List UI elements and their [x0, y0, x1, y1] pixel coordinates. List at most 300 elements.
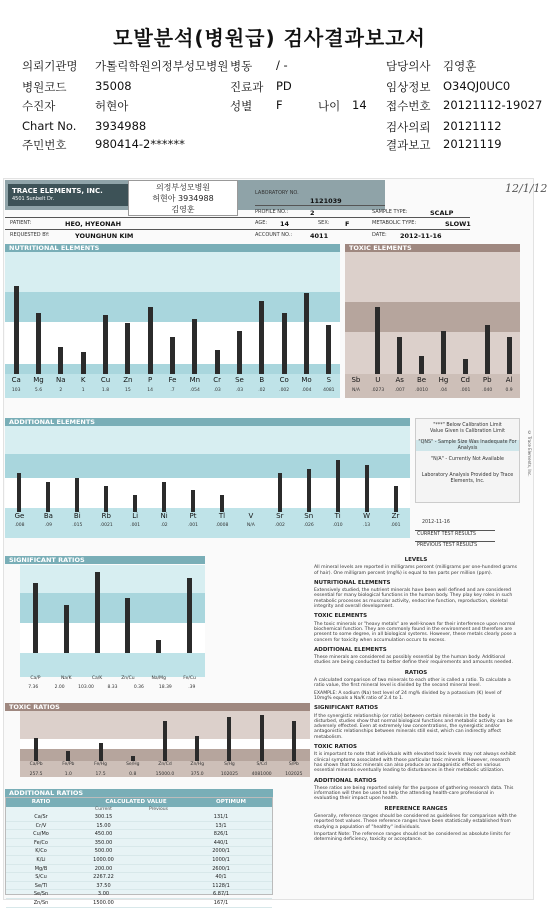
ratios-example: EXAMPLE: A sodium (Na) test level of 24 mg% divided by a potassium (K) level of 10mg% equals a Na/K ratio of 2.4 to 1.: [314, 690, 502, 701]
sig-bar-cap: [33, 583, 38, 653]
table-row: [6, 822, 272, 831]
add-bar-ba: [46, 482, 50, 512]
profile-label: PROFILE NO.:: [255, 209, 289, 215]
info-label-institution: 의뢰기관명: [22, 59, 78, 73]
add-label: Sr: [276, 512, 284, 520]
page-title: 모발분석(병원급) 검사결과보고서: [113, 26, 426, 50]
toxr-value: 1.0: [64, 772, 72, 777]
info-label-age: 나이: [318, 99, 341, 113]
nut-label: Cu: [100, 376, 111, 384]
additional-section-header: ADDITIONAL ELEMENTS: [5, 418, 410, 426]
table-row: [6, 873, 272, 882]
tox-value: .0273: [371, 388, 385, 393]
legend-below-limit: "***" Below Calibration Limit: [433, 423, 502, 428]
nut-value: .7: [170, 388, 175, 393]
toxr-value: 0.8: [129, 772, 137, 777]
tox-value: .007: [394, 388, 405, 393]
nut-label: Zn: [123, 376, 133, 384]
sex-value: F: [345, 220, 350, 228]
add-bar-tl: [220, 495, 224, 512]
add-value: .0008: [215, 523, 229, 528]
info-value-sex: F: [276, 98, 283, 112]
toxr-bar-zncd: [163, 721, 167, 761]
add-label: Ge: [14, 512, 25, 520]
nut-label: Ca: [11, 376, 21, 384]
add-bar-pt: [191, 490, 195, 512]
toxr-label: Fe/Hg: [94, 762, 107, 767]
age-label: AGE:: [255, 220, 268, 226]
nut-label: Na: [56, 376, 66, 384]
nut-bar-co: [282, 313, 287, 374]
legend-box: [415, 418, 520, 503]
lab-logo-name: TRACE ELEMENTS, INC.: [12, 187, 103, 195]
info-label-receipt-no: 접수번호: [386, 99, 431, 113]
lab-no-label: LABORATORY NO.: [255, 190, 299, 196]
ratio-name: Ca/Sr: [34, 814, 48, 820]
add-value: .09: [44, 523, 52, 528]
legend-qns: "QNS" - Sample Size Was Inadequate For Analysis: [416, 440, 519, 451]
sig-label: Ca/K: [91, 676, 103, 681]
toxr-label: Zn/Cd: [158, 762, 172, 767]
nut-value: 14: [147, 388, 154, 393]
legend-date: 2012-11-16: [422, 520, 450, 525]
toxr-value: 375.0: [190, 772, 204, 777]
tox-label: Cd: [460, 376, 470, 384]
sig-label: Ca/P: [30, 676, 41, 681]
ratio-name: Cr/V: [35, 822, 47, 829]
toxic-ratios-text: It is important to note that individuals with elevated toxic levels may not always exhibit clinical symptoms associated with those particular toxic minerals. However, research has shown that toxic minerals can also produce an antagonistic effect on various essential minerals eventually leading to disturbances in their metabolic utilization.: [314, 752, 516, 774]
additional-heading: ADDITIONAL ELEMENTS: [314, 646, 387, 653]
legend-calibration: Value Given is Calibration Limit: [430, 428, 505, 434]
nutritional-bars: [5, 252, 340, 374]
nut-bar-s: [326, 325, 331, 374]
info-value-ward: / -: [276, 58, 288, 72]
toxr-value: 257.5: [29, 772, 43, 777]
add-bar-li: [133, 495, 137, 512]
significant-ratios-text: If the synergistic relationship (or ratio) between certain minerals in the body is disturbed, studies show that normal biological functions and metabolic activity can be adversely effected. Even at extremely low concentrations, the synergistic and/or antagonistic relationships between minerals still exist, which can indirectly affect metabolism.: [314, 713, 513, 740]
nut-bar-se: [237, 331, 242, 374]
nut-bar-na: [58, 347, 63, 374]
significant-ratios-header: SIGNIFICANT RATIOS: [5, 556, 205, 564]
ratio-name: S/Cu: [35, 874, 47, 881]
toxr-value: 17.5: [95, 772, 106, 777]
nut-value: .004: [301, 388, 312, 393]
significant-ratio-labels: [20, 676, 205, 684]
col-ratio: RATIO: [31, 799, 51, 805]
ratio-name: Zn/Sn: [33, 899, 49, 906]
nut-value: 5.6: [34, 388, 43, 393]
copyright: © Trace Elements, Inc.: [527, 430, 532, 477]
nut-bar-fe: [170, 337, 175, 374]
explanation-column: [314, 553, 518, 842]
sex-label: SEX:: [318, 220, 330, 226]
ratio-name: K/Li: [36, 856, 46, 863]
nut-label: Co: [279, 376, 289, 384]
tox-label: Al: [505, 376, 513, 384]
nut-bar-cu: [103, 315, 108, 374]
info-label-sex: 성별: [230, 99, 253, 113]
toxic-ratios-header: TOXIC RATIOS: [5, 703, 310, 711]
sample-type-value: SCALP: [430, 209, 454, 217]
stamp-hospital: 의정부성모병원: [155, 183, 211, 192]
patient-value: HEO, HYEONAH: [65, 220, 122, 228]
ratio-current: 200.00: [94, 865, 113, 872]
add-bar-zr: [394, 486, 398, 512]
ratio-name: Se/Tl: [34, 882, 48, 889]
ratio-name: Cu/Mo: [33, 831, 49, 838]
info-value-patient: 허현아: [95, 99, 129, 113]
nutritional-text: Extensively studied, the nutrient minerals have been well defined and are considered essential for many biological functions in the human body. They play key roles in such metabolic processes as muscular activity, endocrine function, reproduction, skeletal integrity and overall development.: [314, 588, 513, 610]
nut-value: 15: [124, 388, 131, 393]
add-label: Ba: [43, 512, 53, 520]
nutritional-heading: NUTRITIONAL ELEMENTS: [314, 579, 391, 586]
ratio-optimum: 826/1: [213, 831, 229, 838]
add-bar-ni: [162, 482, 166, 512]
significant-ratio-values: [20, 685, 205, 693]
nut-value: .03: [235, 388, 244, 393]
add-label: Ti: [334, 512, 341, 520]
ratio-current: 1000.00: [93, 856, 114, 863]
toxr-bar-scd: [260, 715, 264, 761]
nutritional-symbols: [5, 376, 340, 386]
ratio-optimum: 131/1: [213, 814, 229, 820]
info-label-clinical-info: 임상정보: [386, 80, 431, 94]
requested-by-value: YOUNGHUN KIM: [75, 232, 134, 240]
ratio-optimum: 2600/1: [212, 865, 230, 872]
lab-logo-address: 4501 Sunbelt Dr.: [12, 196, 55, 202]
ratio-optimum: 1000/1: [212, 856, 230, 863]
additional-ratios-table: [5, 797, 273, 906]
toxr-label: S/Cd: [256, 762, 267, 767]
toxr-bar-shg: [227, 717, 231, 761]
toxic-values: [345, 388, 520, 396]
ratios-heading: RATIOS: [404, 669, 428, 676]
nut-bar-p: [148, 307, 153, 374]
add-bar-ti: [336, 460, 340, 512]
nut-bar-mn: [192, 319, 197, 374]
metabolic-type-value: SLOW1: [445, 220, 471, 228]
ratio-name: Mg/B: [34, 865, 48, 872]
add-bar-sn: [307, 469, 311, 512]
info-value-hospital-code: 35008: [95, 79, 132, 93]
add-value: .001: [390, 523, 401, 528]
nutritional-values: [5, 388, 340, 396]
nut-bar-ca: [14, 286, 19, 374]
nut-bar-cr: [215, 350, 220, 374]
nut-value: 1: [81, 388, 85, 393]
ratio-optimum: 1128/1: [212, 882, 230, 889]
significant-ratio-bars: [20, 565, 205, 653]
tox-value: N/A: [351, 388, 360, 393]
nut-label: B: [259, 376, 265, 384]
nut-value: 1.8: [101, 388, 110, 393]
toxr-label: Ca/Pb: [29, 762, 43, 767]
info-label-patient: 수진자: [22, 99, 56, 113]
toxr-value: 15000.0: [155, 772, 175, 777]
table-row: [6, 813, 272, 822]
legend-provider: Laboratory Analysis Provided by Trace Elements, Inc.: [421, 472, 514, 484]
tox-label: Pb: [482, 376, 492, 384]
ratio-optimum: 40/1: [215, 874, 227, 881]
handwritten-date: 12/1/12: [505, 182, 547, 195]
additional-bars: [5, 426, 410, 512]
add-label: Ni: [160, 512, 168, 520]
toxr-value: 4081000: [251, 772, 272, 777]
toxr-bar-fepb: [66, 751, 70, 761]
lab-no-value: 1121039: [310, 197, 342, 205]
additional-ratios-heading: ADDITIONAL RATIOS: [314, 777, 377, 784]
table-header: [6, 798, 272, 807]
tox-bar-be: [419, 356, 424, 374]
nut-label: Mo: [301, 376, 312, 384]
nut-value: .054: [189, 388, 200, 393]
ratio-current: 2267.22: [93, 874, 114, 881]
tox-label: Sb: [351, 376, 361, 384]
sig-label: Zn/Cu: [121, 676, 135, 681]
divider: [415, 530, 495, 531]
ratio-current: 3.00: [97, 891, 110, 898]
col-current: Current: [95, 807, 112, 812]
toxr-bar-capb: [34, 738, 38, 761]
date-label: DATE:: [372, 232, 387, 238]
nut-bar-k: [81, 352, 86, 374]
account-value: 4011: [310, 232, 329, 240]
nut-label: P: [148, 376, 153, 384]
lab-logo: [8, 184, 138, 206]
sig-bar-namg: [156, 640, 161, 653]
tox-label: Be: [417, 376, 427, 384]
add-value: N/A: [246, 523, 255, 528]
levels-heading: LEVELS: [404, 557, 428, 563]
tox-bar-as: [397, 337, 402, 374]
info-value-institution: 가톨릭학원의정부성모병원: [95, 59, 229, 73]
date-value: 2012-11-16: [400, 232, 442, 240]
toxr-label: Zn/Hg: [190, 762, 205, 767]
nut-label: S: [326, 376, 332, 384]
sig-bar-fecu: [187, 578, 192, 653]
ratio-current: 37.50: [96, 882, 111, 889]
toxr-value: 102025: [285, 772, 303, 777]
reference-heading: REFERENCE RANGES: [384, 805, 448, 812]
nut-label: Se: [235, 376, 244, 384]
sig-value: 0.36: [133, 685, 144, 690]
patient-label: PATIENT:: [10, 220, 32, 226]
table-row: [6, 865, 272, 874]
sig-value: 103.00: [78, 685, 94, 690]
previous-results-label: PREVIOUS TEST RESULTS: [417, 543, 478, 548]
ratio-name: K/Co: [35, 848, 47, 855]
sig-bar-nak: [64, 605, 69, 653]
add-value: .02: [160, 523, 168, 528]
ratio-current: 450.00: [94, 831, 113, 838]
toxr-bar-spb: [292, 721, 296, 761]
sig-bar-zncu: [125, 598, 130, 653]
toxr-bar-znhg: [195, 736, 199, 761]
col-optimum: OPTIMUM: [216, 799, 246, 805]
info-label-chart-no: Chart No.: [22, 119, 77, 133]
info-value-report-date: 20121119: [443, 137, 502, 151]
significant-ratios-heading: SIGNIFICANT RATIOS: [314, 705, 379, 712]
add-bar-rb: [104, 486, 108, 512]
add-value: .001: [130, 523, 141, 528]
tox-value: .040: [482, 388, 493, 393]
nut-label: Mg: [33, 376, 44, 384]
nut-bar-mo: [304, 293, 309, 374]
current-results-label: CURRENT TEST RESULTS: [417, 532, 476, 537]
tox-value: .04: [439, 388, 448, 393]
sig-label: Na/K: [60, 676, 72, 681]
add-label: V: [248, 512, 254, 520]
account-label: ACCOUNT NO.:: [255, 232, 293, 238]
table-row: [6, 847, 272, 856]
add-value: .026: [303, 523, 314, 528]
info-label-request-date: 검사의뢰: [386, 120, 431, 134]
add-label: Zr: [391, 512, 400, 520]
info-value-doctor: 김영훈: [443, 59, 477, 73]
ratio-current: 500.00: [94, 848, 113, 855]
toxr-bar-sehg: [131, 756, 135, 761]
reference-text: Generally, reference ranges should be considered as guidelines for comparison with the reported test values. These reference ranges have been statistically established from studying a population of "healthy" individuals.: [314, 813, 517, 830]
nut-value: .002: [279, 388, 290, 393]
add-label: Tl: [218, 512, 226, 520]
toxic-ratio-bars: [20, 711, 310, 761]
divider: [5, 229, 470, 230]
tox-label: Hg: [438, 376, 449, 384]
nut-label: Fe: [168, 376, 177, 384]
add-value: .0021: [99, 523, 113, 528]
sig-label: Na/Mg: [151, 676, 166, 681]
info-value-clinical-info: O34QJ0UC0: [443, 79, 511, 93]
ratio-optimum: 2000/1: [212, 848, 230, 855]
ratio-current: 350.00: [94, 839, 113, 846]
add-label: Rb: [101, 512, 111, 520]
ratio-rows: [6, 813, 272, 908]
nut-value: .02: [258, 388, 266, 393]
tox-bar-cd: [463, 359, 468, 374]
toxic-ratios-heading: TOXIC RATIOS: [314, 744, 357, 751]
tox-value: 0.9: [505, 388, 513, 393]
nut-value: 2: [59, 388, 63, 393]
add-label: Pt: [189, 512, 197, 520]
table-row: [6, 830, 272, 839]
sig-value: 18.39: [158, 685, 172, 690]
ratio-optimum: 6.87/1: [213, 891, 229, 898]
additional-symbols: [5, 512, 410, 522]
sig-value: 7.36: [28, 685, 39, 690]
toxr-label: S/Hg: [224, 762, 235, 767]
add-label: Sn: [304, 512, 314, 520]
col-previous: Previous: [148, 807, 169, 812]
toxic-ratio-values: [20, 772, 310, 780]
info-value-receipt-no: 20121112-19027: [443, 98, 543, 112]
nut-bar-b: [259, 301, 264, 374]
col-calculated: CALCULATED VALUE: [105, 799, 167, 805]
nut-label: K: [80, 376, 86, 384]
add-bar-bi: [75, 478, 79, 512]
legend-na: "N/A" - Currently Not Available: [430, 457, 505, 463]
profile-value: 2: [310, 209, 315, 217]
toxic-symbols: [345, 376, 520, 386]
toxr-value: 102025: [220, 772, 239, 777]
tox-value: .001: [460, 388, 471, 393]
toxr-label: S/Pb: [288, 762, 299, 767]
info-label-resident-no: 주민번호: [22, 138, 67, 152]
nutritional-section-header: NUTRITIONAL ELEMENTS: [5, 244, 340, 252]
info-value-request-date: 20121112: [443, 119, 502, 133]
nut-bar-mg: [36, 313, 41, 374]
sig-value: 8.33: [107, 685, 118, 690]
tox-bar-u: [375, 307, 380, 374]
nut-value: 103: [11, 388, 21, 393]
toxic-ratio-labels: [20, 762, 310, 770]
ratio-optimum: 440/1: [213, 839, 229, 846]
nut-value: 4081: [323, 388, 335, 393]
toxr-label: Se/Hg: [126, 762, 140, 767]
add-bar-w: [365, 465, 369, 512]
nut-label: Cr: [213, 376, 222, 384]
reference-note: Important Note: The reference ranges should not be considered as absolute limits for determining deficiency, toxicity or acceptance.: [314, 831, 511, 843]
sig-value: .39: [188, 685, 196, 690]
table-row: [6, 890, 272, 899]
metabolic-type-label: METABOLIC TYPE:: [372, 220, 417, 226]
toxic-bars: [345, 252, 520, 374]
ratio-optimum: 13/1: [215, 822, 227, 829]
info-label-ward: 병동: [230, 59, 253, 73]
toxic-section-header: TOXIC ELEMENTS: [345, 244, 520, 252]
sig-label: Fe/Cu: [183, 676, 196, 681]
additional-values: [5, 523, 410, 531]
info-label-doctor: 담당의사: [386, 59, 431, 73]
ratio-name: Fe/Co: [34, 839, 48, 846]
additional-text: These minerals are considered as possibly essential by the human body. Additional studies are being conducted to better define their requirements and amounts needed.: [314, 655, 513, 666]
add-value: .002: [274, 523, 285, 528]
add-label: W: [363, 512, 371, 520]
add-bar-sr: [278, 473, 282, 512]
hospital-stamp: [128, 180, 238, 216]
info-label-hospital-code: 병원코드: [22, 80, 67, 94]
info-label-department: 진료과: [230, 80, 264, 94]
divider: [255, 205, 385, 206]
additional-ratios-text: These ratios are being reported solely for the purpose of gathering research data. This information will then be used to help the attending health-care professional in evaluating their impact upon health.: [314, 785, 514, 802]
nut-value: .03: [213, 388, 221, 393]
stamp-patient: 허현아 3934988: [152, 194, 214, 203]
requested-by-label: REQUESTED BY:: [10, 232, 50, 238]
add-value: .001: [188, 523, 199, 528]
ratio-optimum: 167/1: [213, 899, 229, 906]
nut-label: Mn: [189, 376, 201, 384]
table-row: [6, 856, 272, 865]
table-row: [6, 839, 272, 848]
divider: [5, 217, 470, 218]
sample-type-label: SAMPLE TYPE:: [372, 209, 408, 215]
info-value-chart-no: 3934988: [95, 119, 147, 133]
divider: [415, 541, 495, 542]
ratio-current: 15.00: [96, 822, 111, 829]
sig-value: 2.00: [54, 685, 65, 690]
table-row: [6, 899, 272, 908]
tox-value: .0010: [415, 388, 428, 393]
toxr-label: Fe/Pb: [62, 762, 75, 767]
ratios-text: A calculated comparison of two minerals to each other is called a ratio. To calculate a ratio value, the first mineral level is divided by the second mineral level.: [314, 678, 511, 689]
add-value: .13: [363, 523, 371, 528]
ratio-current: 300.15: [94, 814, 113, 820]
additional-ratios-header: ADDITIONAL RATIOS: [5, 789, 273, 797]
add-label: Li: [132, 512, 139, 520]
info-label-report-date: 결과보고: [386, 138, 431, 152]
info-value-department: PD: [276, 79, 292, 93]
toxic-text: The toxic minerals or "heavy metals" are well-known for their interference upon normal biochemical function. They are commonly found in the environment and therefore are present to some degree, in all biological systems. However, these metals clearly pose a concern for toxicity when accumulation occurs to excess.: [314, 621, 517, 643]
add-value: .015: [72, 523, 83, 528]
